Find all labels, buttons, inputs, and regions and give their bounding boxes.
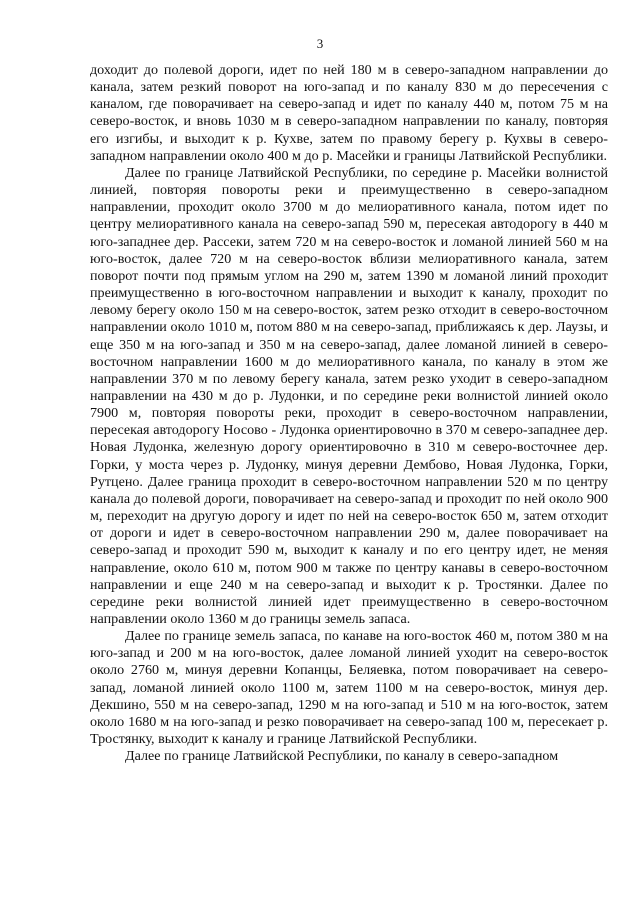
document-body bbox=[90, 62, 608, 765]
page-number: 3 bbox=[316, 36, 324, 51]
paragraph: Далее по границе Латвийской Республики, по каналу в северо-западном bbox=[125, 748, 559, 765]
paragraph: Далее по границе земель запаса, по канаве на юго-восток 460 м, потом 380 м на юго-запад и 200 м на юго-восток, далее ломаной линией уходит на северо-восток около 2760 м, минуя деревни Копанцы, Беляевка, потом поворачивает на северо-запад, ломаной линией около 1100 м, затем 1100 м на северо-восток, минуя дер. Декшино, 550 м на северо-запад, 1290 м на юго-запад и 510 м на юго-восток, затем около 1680 м на юго-запад и резко поворачивает на северо-запад 100 м, пересекает р. Тростянку, выходит к каналу и границе Латвийской Республики. bbox=[90, 628, 608, 748]
paragraph: доходит до полевой дороги, идет по ней 180 м в северо-западном направлении до канала, затем резкий поворот на юго-запад и по каналу 830 м до пересечения с каналом, где поворачивает на северо-запад и идет по каналу 440 м, потом 75 м на северо-восток, и вновь 1030 м в северо-западном направлении по каналу, повторяя его изгибы, и выходит к р. Кухве, затем по правому берегу р. Кухвы в северо-западном направлении около 400 м до р. Масейки и границы Латвийской Республики. bbox=[90, 62, 608, 164]
paragraph: Далее по границе Латвийской Республики, по середине р. Масейки волнистой линией, повторяя повороты реки и преимущественно в северо-западном направлении, проходит около 3700 м до мелиоративного канала, потом идет по центру мелиоративного канала на северо-запад 590 м, пересекая автодорогу в 440 м юго-западнее дер. Рассеки, затем 720 м на северо-восток и ломаной линией 560 м на юго-восток, далее 720 м на северо-восток вблизи мелиоративного канала, затем поворот почти под прямым углом на 290 м, затем 1390 м ломаной линий проходит преимущественно в юго-восточном направлении и выходит к каналу, проходит по левому берегу около 150 м на северо-восток, затем резко отходит в северо-восточном направлении около 1010 м, потом 880 м на северо-запад, приближаясь к дер. Лаузы, и еще 350 м на юго-запад и 350 м на северо-запад, далее ломаной линией в северо-восточном направлении 1600 м до мелиоративного канала, по каналу в этом же направлении 370 м по левому берегу канала, затем резко уходит в северо-западном направлении на 430 м до р. Лудонки, и по середине реки волнистой линией около 7900 м, повторяя повороты реки, проходит в северо-восточном направлении, пересекая автодорогу Носово - Лудонка ориентировочно в 370 м северо-западнее дер. Новая Лудонка, железную дорогу ориентировочно в 310 м северо-восточнее дер. Горки, у моста через р. Лудонку, минуя деревни Дембово, Новая Лудонка, Горки, Рутцено. Далее граница проходит в северо-восточном направлении 520 м по центру канала до полевой дороги, поворачивает на северо-запад и проходит по ней около 900 м, переходит на другую дорогу и идет по ней на северо-восток 650 м, затем отходит от дороги и идет в северо-восточном направлении 290 м, далее поворачивает на северо-запад и проходит 590 м, выходит к каналу и по его центру идет, не меняя направление, около 610 м, потом 900 м также по центру канавы в северо-восточном направлении и еще 240 м на северо-запад и выходит к р. Тростянки. Далее по середине реки волнистой линией идет преимущественно в северо-восточном направлении около 1360 м до границы земель запаса. bbox=[90, 164, 608, 627]
